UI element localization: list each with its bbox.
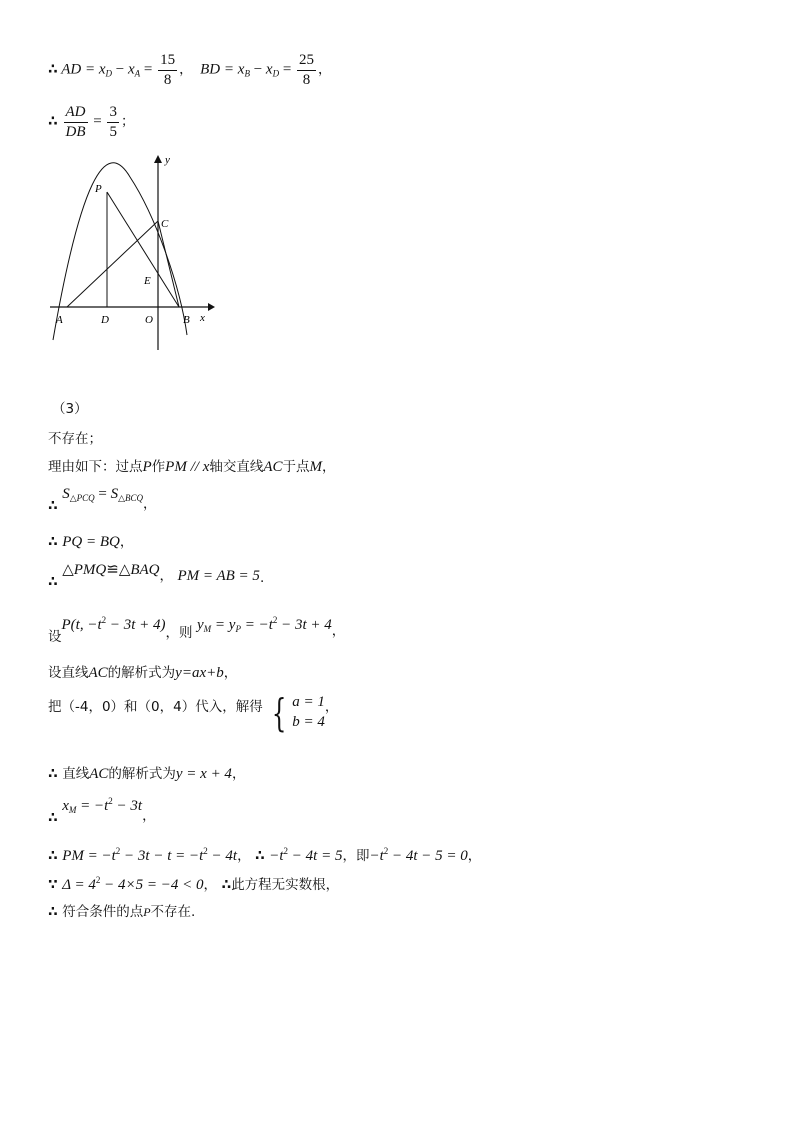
xm-line: ∴ $x_M = -t^2 - 3t$， [48, 796, 156, 826]
fraction-ad-db: $\frac{AD}{DB}$ [65, 104, 86, 140]
fraction-15-8: $\frac{15}{8}$ [160, 52, 176, 88]
label-p: P [95, 183, 102, 195]
conclusion-line: ∴ 符合条件的点P不存在. [48, 904, 196, 920]
segment-ac [67, 221, 158, 307]
substitute-line: 把（-4，0）和（0，4）代入，解得 { a = 1 b = 4 ， [48, 690, 339, 735]
x-axis-arrow [208, 303, 215, 311]
not-exist-line: 不存在； [48, 431, 102, 447]
segment-cb [158, 221, 179, 307]
fraction-3-5: $\frac{3}{5}$ [109, 104, 117, 140]
y-axis-arrow [154, 155, 162, 163]
label-c: C [161, 218, 169, 230]
pm-calculation-line: ∴ PM = $-t^2 - 3t - t = -t^2 - 4t$， ∴ $-t^2 - 4t = 5$，即$-t^2 - 4t - 5 = 0$， [48, 846, 482, 864]
ad-db-ratio: ∴ $\frac{AD}{DB}$ = $\frac{3}{5}$ ； [48, 104, 135, 140]
ad-bd-lengths: ∴ AD = $x_D - x_A$ = $\frac{15}{8}$ ， BD = $x_B - x_D$ = $\frac{25}{8}$ ， [48, 52, 332, 88]
part-3-heading: （3） [52, 401, 88, 417]
therefore-symbol: ∴ [48, 61, 58, 78]
reason-line: 理由如下：过点P作PM // x轴交直线AC于点M， [48, 459, 336, 475]
segment-pb [107, 192, 179, 307]
label-x: x [200, 312, 205, 324]
label-e: E [144, 275, 151, 287]
set-line-ac: 设直线AC的解析式为y=ax+b， [48, 665, 238, 681]
area-equal-line: ∴ $S_{\triangle PCQ} = S_{\triangle BCQ}$， [48, 486, 157, 514]
label-y: y [165, 155, 170, 166]
set-p-line: 设P(t, $-t^2 - 3t + 4$)，则 $y_M = y_P = -t^2 - 3t + 4$， [48, 615, 346, 645]
discriminant-line: ∵ $\Delta = 4^2 - 4\times 5 = -4 < 0$， ∴此方程无实数根， [48, 875, 340, 893]
fraction-25-8: $\frac{25}{8}$ [299, 52, 315, 88]
pq-equal-line: ∴ PQ = BQ， [48, 534, 134, 550]
equation-system: { a = 1 b = 4 [271, 690, 325, 735]
parabola-curve [53, 163, 187, 340]
congruence-line: ∴ △PMQ≌△BAQ， PM = AB = 5. [48, 562, 265, 590]
label-b: B [183, 314, 190, 326]
label-a: A [56, 314, 63, 326]
label-d: D [101, 314, 109, 326]
ac-equation-line: ∴ 直线AC的解析式为y = x + 4， [48, 766, 246, 782]
label-o: O [145, 314, 153, 326]
parabola-figure [45, 155, 225, 355]
